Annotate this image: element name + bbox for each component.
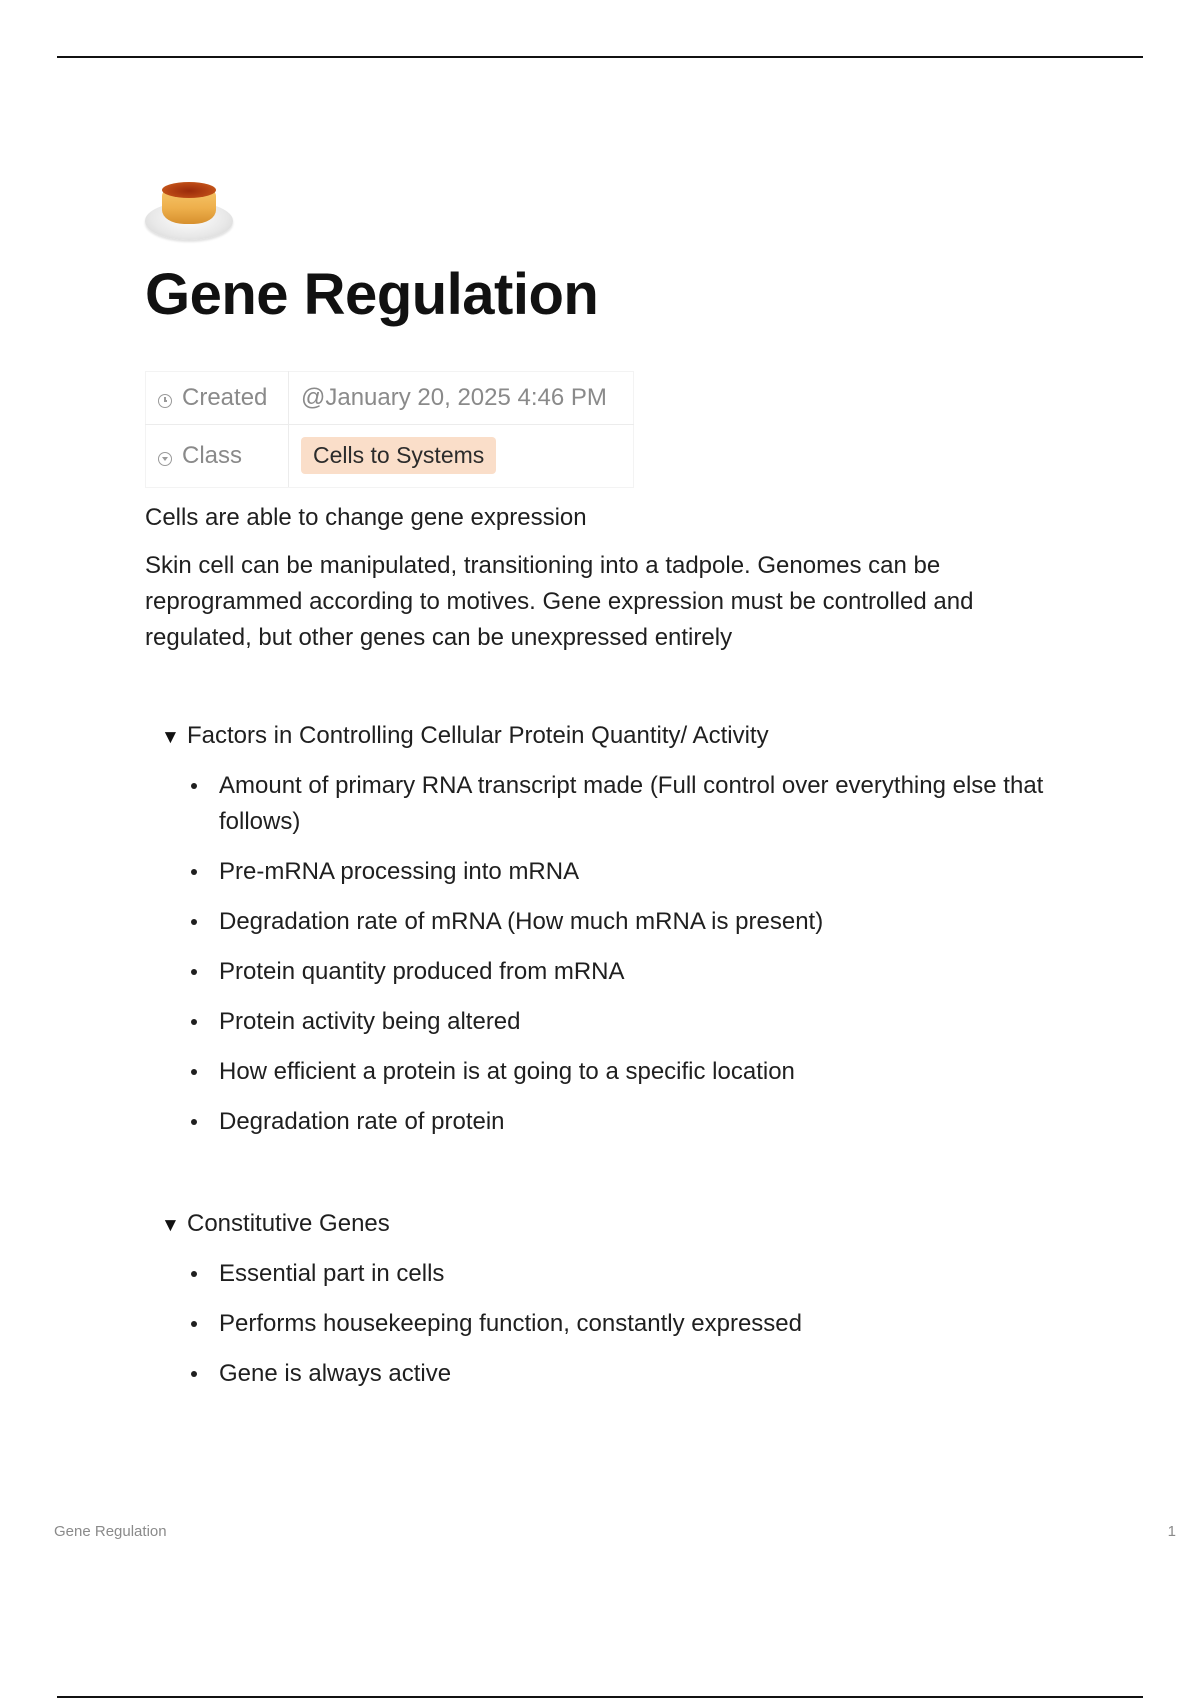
list-item [189,768,1069,840]
footer-page-number: 1 [1167,1523,1176,1540]
bullet-icon [191,1069,197,1075]
footer-title: Gene Regulation [54,1523,167,1540]
caret-down-icon[interactable]: ▼ [161,726,180,748]
list-item-text: Degradation rate of protein [219,1107,505,1135]
property-row-created [146,371,634,424]
property-row-class [146,424,634,487]
list-item-text: Pre-mRNA processing into mRNA [219,857,580,885]
list-item [189,1054,1069,1090]
bullet-icon [191,919,197,925]
class-tag[interactable]: Cells to Systems [301,437,496,474]
list-item-text: How efficient a protein is at going to a specific location [219,1057,795,1085]
created-label: Created [182,383,268,411]
clock-icon [158,394,172,408]
top-rule [57,56,1143,58]
bullet-icon [191,783,197,789]
toggle-heading-text: Constitutive Genes [187,1209,390,1237]
class-label: Class [182,441,243,469]
bullet-icon [191,969,197,975]
bullet-list [161,768,1075,1140]
bullet-icon [191,1119,197,1125]
page-content [145,180,1075,1406]
toggle-block-factors [161,718,1075,1140]
toggle-heading-text: Factors in Controlling Cellular Protein Quantity/ Activity [187,721,769,749]
select-icon [158,452,172,466]
bullet-icon [191,1271,197,1277]
body-paragraph-1: Cells are able to change gene expression [145,503,587,531]
flan-emoji-icon[interactable] [145,180,235,246]
properties-table [145,371,634,488]
property-key-created[interactable] [146,371,289,424]
page-title[interactable]: Gene Regulation [145,262,599,327]
list-item-text: Amount of primary RNA transcript made (Full control over everything else that follows) [219,771,1044,835]
list-item-text: Gene is always active [219,1359,452,1387]
list-item-text: Performs housekeeping function, constantly expressed [219,1309,802,1337]
list-item [189,1004,1069,1040]
created-value[interactable]: @January 20, 2025 4:46 PM [289,371,634,424]
bullet-icon [191,1019,197,1025]
bullet-icon [191,1321,197,1327]
list-item-text: Protein activity being altered [219,1007,521,1035]
list-item [189,954,1069,990]
toggle-block-constitutive [161,1206,1075,1392]
list-item-text: Degradation rate of mRNA (How much mRNA is present) [219,907,824,935]
property-key-class[interactable] [146,424,289,487]
caret-down-icon[interactable]: ▼ [161,1214,180,1236]
list-item [189,854,1069,890]
bullet-icon [191,1371,197,1377]
bullet-list [161,1256,1075,1392]
toggle-heading[interactable] [161,1206,1075,1244]
list-item [189,1306,1069,1342]
list-item [189,1256,1069,1292]
body-paragraph-2: Skin cell can be manipulated, transitioning into a tadpole. Genomes can be reprogrammed according to motives. Gene expression must be controlled and regulated, but other genes can be unexpressed entirely [145,551,974,651]
list-item [189,1356,1069,1392]
list-item [189,1104,1069,1140]
list-item-text: Essential part in cells [219,1259,445,1287]
list-item-text: Protein quantity produced from mRNA [219,957,625,985]
toggle-heading[interactable] [161,718,1075,756]
list-item [189,904,1069,940]
class-value-cell[interactable] [289,424,634,487]
bullet-icon [191,869,197,875]
bottom-rule [57,1696,1143,1698]
